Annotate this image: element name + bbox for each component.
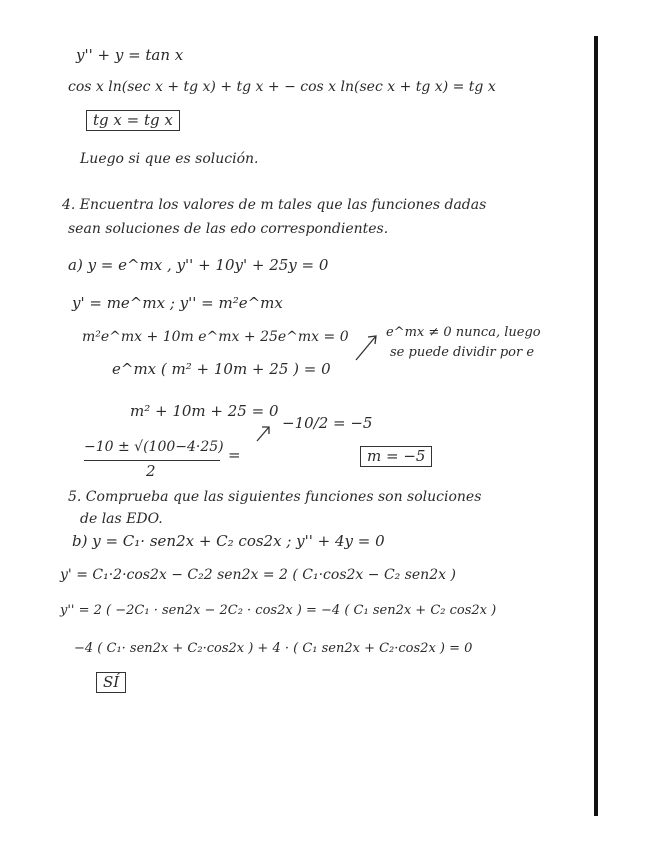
eq-ode-tan: y'' + y = tan x	[76, 46, 184, 64]
second-derivative: y'' = 2 ( −2C₁ · sen2x − 2C₂ · cos2x ) = −4 ( C₁ sen2x + C₂ cos2x )	[60, 603, 497, 618]
verification-eq: −4 ( C₁· sen2x + C₂·cos2x ) + 4 · ( C₁ sen2x + C₂·cos2x ) = 0	[74, 641, 473, 656]
conclusion-text: Luego si que es solución.	[80, 151, 259, 167]
problem4-statement-line1: 4. Encuentra los valores de m tales que las funciones dadas	[62, 197, 487, 213]
arrow-to-note	[352, 330, 382, 364]
boxed-yes: SÍ	[96, 672, 126, 693]
boxed-answer-m: m = −5	[360, 446, 432, 467]
part-b-ode: b) y = C₁· sen2x + C₂ cos2x ; y'' + 4y = 0	[72, 532, 385, 550]
problem4-statement-line2: sean soluciones de las edo correspondientes.	[68, 221, 389, 237]
quadratic-eq: m² + 10m + 25 = 0	[130, 402, 279, 420]
note-line2: se puede dividir por e	[390, 345, 535, 360]
arrow-to-result	[254, 422, 274, 444]
first-derivative: y' = C₁·2·cos2x − C₂2 sen2x = 2 ( C₁·cos2x − C₂ sen2x )	[60, 567, 456, 583]
problem5-statement-line2: de las EDO.	[80, 511, 163, 527]
page-edge	[594, 36, 598, 816]
note-line1: e^mx ≠ 0 nunca, luego	[386, 325, 541, 340]
problem5-statement-line1: 5. Comprueba que las siguientes funciones son soluciones	[68, 489, 482, 505]
fraction-bar	[84, 460, 220, 461]
eq-substitution: cos x ln(sec x + tg x) + tg x + − cos x ln(sec x + tg x) = tg x	[68, 79, 496, 95]
formula-equals: =	[228, 446, 241, 464]
substituted-eq: m²e^mx + 10m e^mx + 25e^mx = 0	[82, 329, 349, 345]
part-a-ode: a) y = e^mx , y'' + 10y' + 25y = 0	[68, 256, 329, 274]
boxed-result-tg: tg x = tg x	[86, 110, 180, 131]
formula-numerator: −10 ± √(100−4·25)	[84, 439, 224, 455]
result-calc: −10/2 = −5	[282, 414, 373, 432]
factored-eq: e^mx ( m² + 10m + 25 ) = 0	[112, 360, 331, 378]
formula-denominator: 2	[146, 462, 156, 480]
derivatives-line: y' = me^mx ; y'' = m²e^mx	[72, 294, 283, 312]
